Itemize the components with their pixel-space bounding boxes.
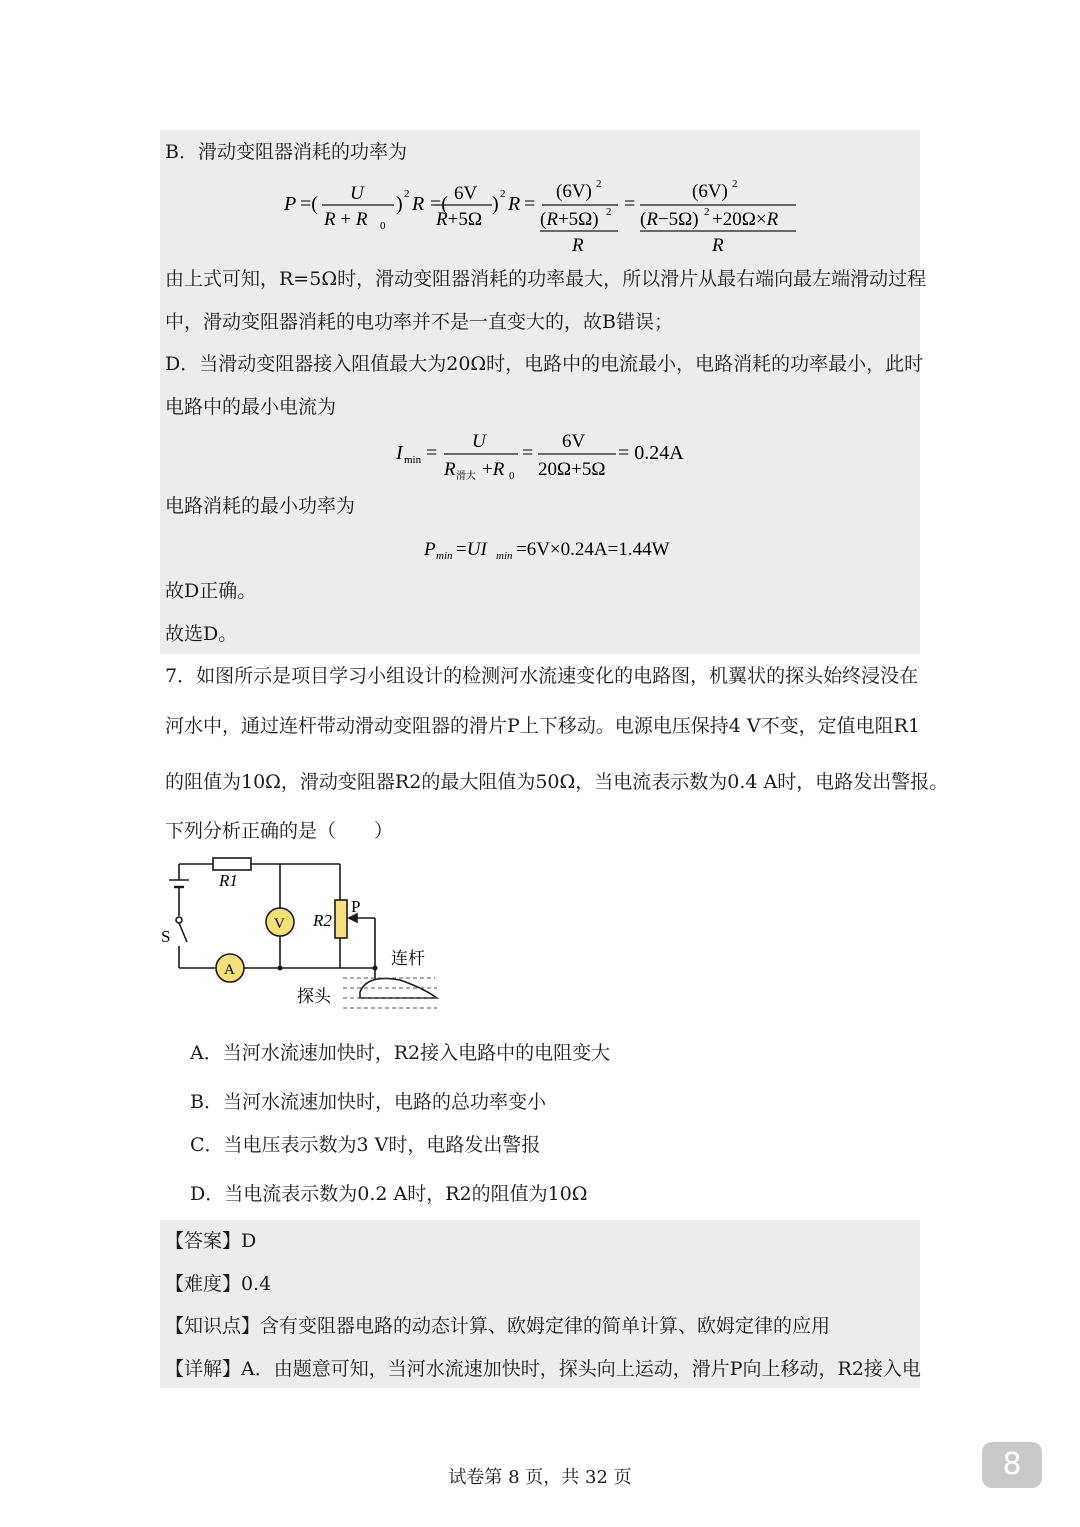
svg-text:U: U	[350, 183, 364, 204]
svg-text:P: P	[424, 539, 436, 560]
power-formula	[284, 175, 814, 266]
rod-label: 连杆	[391, 949, 425, 969]
svg-text:20Ω+5Ω: 20Ω+5Ω	[538, 459, 606, 480]
option-b: B．当河水流速加快时，电路的总功率变小	[190, 1091, 546, 1113]
svg-text:0: 0	[380, 220, 386, 232]
svg-text:U: U	[472, 431, 486, 452]
svg-text:2: 2	[704, 206, 710, 218]
question-line-2: 河水中，通过连杆带动滑动变阻器的滑片P上下移动。电源电压保持4 V不变，定值电阻R1	[165, 715, 921, 737]
svg-text:(6V): (6V)	[692, 181, 728, 202]
probe-label: 探头	[297, 987, 331, 1007]
svg-text:=: =	[624, 193, 636, 215]
svg-text:R: R	[572, 235, 584, 256]
question-line-1: 7．如图所示是项目学习小组设计的检测河水流速变化的电路图，机翼状的探头始终浸没在	[165, 665, 919, 687]
svg-text:R: R	[444, 459, 456, 480]
svg-text:=: =	[522, 442, 534, 464]
svg-text:R+5Ω: R+5Ω	[436, 209, 482, 230]
svg-text:=(: =(	[300, 193, 318, 215]
svg-text:=: =	[426, 442, 438, 464]
svg-text:): )	[396, 193, 403, 215]
svg-text:min: min	[436, 550, 453, 562]
option-b-conclusion-2: 中，滑动变阻器消耗的电功率并不是一直变大的，故B错误；	[165, 311, 673, 333]
svg-text:2: 2	[606, 206, 612, 218]
svg-text:=: =	[524, 193, 536, 215]
svg-text:I: I	[396, 442, 403, 464]
svg-text:滑大: 滑大	[456, 471, 476, 482]
option-d-line-3: 电路消耗的最小功率为	[165, 495, 356, 517]
min-power-formula	[424, 537, 684, 573]
min-current-formula-graphic	[396, 425, 696, 485]
option-d: D．当电流表示数为0.2 A时，R2的阻值为10Ω	[190, 1183, 588, 1205]
option-c: C．当电压表示数为3 V时，电路发出警报	[190, 1134, 541, 1156]
svg-text:=(: =(	[430, 193, 448, 215]
svg-text:2: 2	[596, 178, 602, 190]
svg-text:=6V×0.24A=1.44W: =6V×0.24A=1.44W	[516, 539, 670, 560]
svg-text:= 0.24A: = 0.24A	[618, 442, 684, 464]
svg-text:min: min	[404, 454, 422, 466]
svg-text:2: 2	[500, 188, 506, 200]
min-power-formula-text	[424, 537, 437, 538]
min-current-formula-text	[396, 425, 414, 426]
svg-text:P: P	[284, 193, 297, 215]
option-d-line-4: 故D正确。	[165, 580, 257, 602]
svg-text:R: R	[412, 193, 425, 215]
voltmeter-label: V	[274, 916, 285, 932]
min-power-formula-graphic	[424, 537, 684, 567]
page-number-badge: 8	[982, 1442, 1042, 1488]
question-line-4: 下列分析正确的是（ ）	[165, 820, 394, 842]
option-d-line-5: 故选D。	[165, 623, 238, 645]
power-formula-graphic	[284, 175, 814, 260]
svg-text:R: R	[508, 193, 521, 215]
junction-dot	[278, 966, 283, 971]
r1-label: R1	[219, 871, 238, 890]
svg-text:(R−5Ω): (R−5Ω)	[640, 209, 699, 230]
svg-text:6V: 6V	[562, 431, 586, 452]
option-d-line-1: D．当滑动变阻器接入阻值最大为20Ω时，电路中的电流最小，电路消耗的功率最小，此时	[165, 353, 924, 375]
difficulty-line: 【难度】0.4	[165, 1273, 272, 1295]
page-footer: 试卷第 8 页，共 32 页	[448, 1467, 632, 1488]
svg-text:+R: +R	[482, 459, 505, 480]
answer-line: 【答案】D	[165, 1230, 257, 1252]
svg-text:0: 0	[509, 470, 515, 482]
switch-label: S	[161, 927, 171, 946]
question-line-3: 的阻值为10Ω，滑动变阻器R2的最大阻值为50Ω，当电流表示数为0.4 A时，电路发出警报。	[165, 771, 949, 793]
detail-line: 【详解】A．由题意可知，当河水流速加快时，探头向上运动，滑片P向上移动，R2接入电	[165, 1358, 921, 1380]
r2-label: R2	[313, 911, 332, 930]
knowledge-line: 【知识点】含有变阻器电路的动态计算、欧姆定律的简单计算、欧姆定律的应用	[165, 1315, 831, 1337]
svg-text:=UI: =UI	[456, 539, 487, 560]
option-b-conclusion-1: 由上式可知，R=5Ω时，滑动变阻器消耗的功率最大，所以滑片从最右端向最左端滑动过程	[165, 268, 927, 290]
svg-text:+20Ω×R: +20Ω×R	[712, 209, 779, 230]
svg-text:2: 2	[404, 188, 410, 200]
circuit-diagram	[155, 850, 455, 1020]
option-b-heading: B．滑动变阻器消耗的功率为	[165, 141, 407, 163]
power-formula-text	[284, 175, 318, 176]
svg-text:): )	[492, 193, 499, 215]
svg-text:min: min	[496, 550, 513, 562]
svg-text:(R+5Ω): (R+5Ω)	[540, 209, 599, 230]
ammeter-label: A	[224, 962, 235, 978]
slider-label: P	[351, 897, 361, 916]
svg-text:R: R	[712, 235, 724, 256]
svg-text:6V: 6V	[454, 183, 478, 204]
option-a: A．当河水流速加快时，R2接入电路中的电阻变大	[190, 1042, 611, 1064]
option-d-line-2: 电路中的最小电流为	[165, 396, 337, 418]
junction-dot	[373, 966, 378, 971]
svg-text:2: 2	[732, 178, 738, 190]
min-current-formula	[396, 425, 696, 491]
svg-text:R + R: R + R	[324, 209, 368, 230]
svg-text:(6V): (6V)	[556, 181, 592, 202]
